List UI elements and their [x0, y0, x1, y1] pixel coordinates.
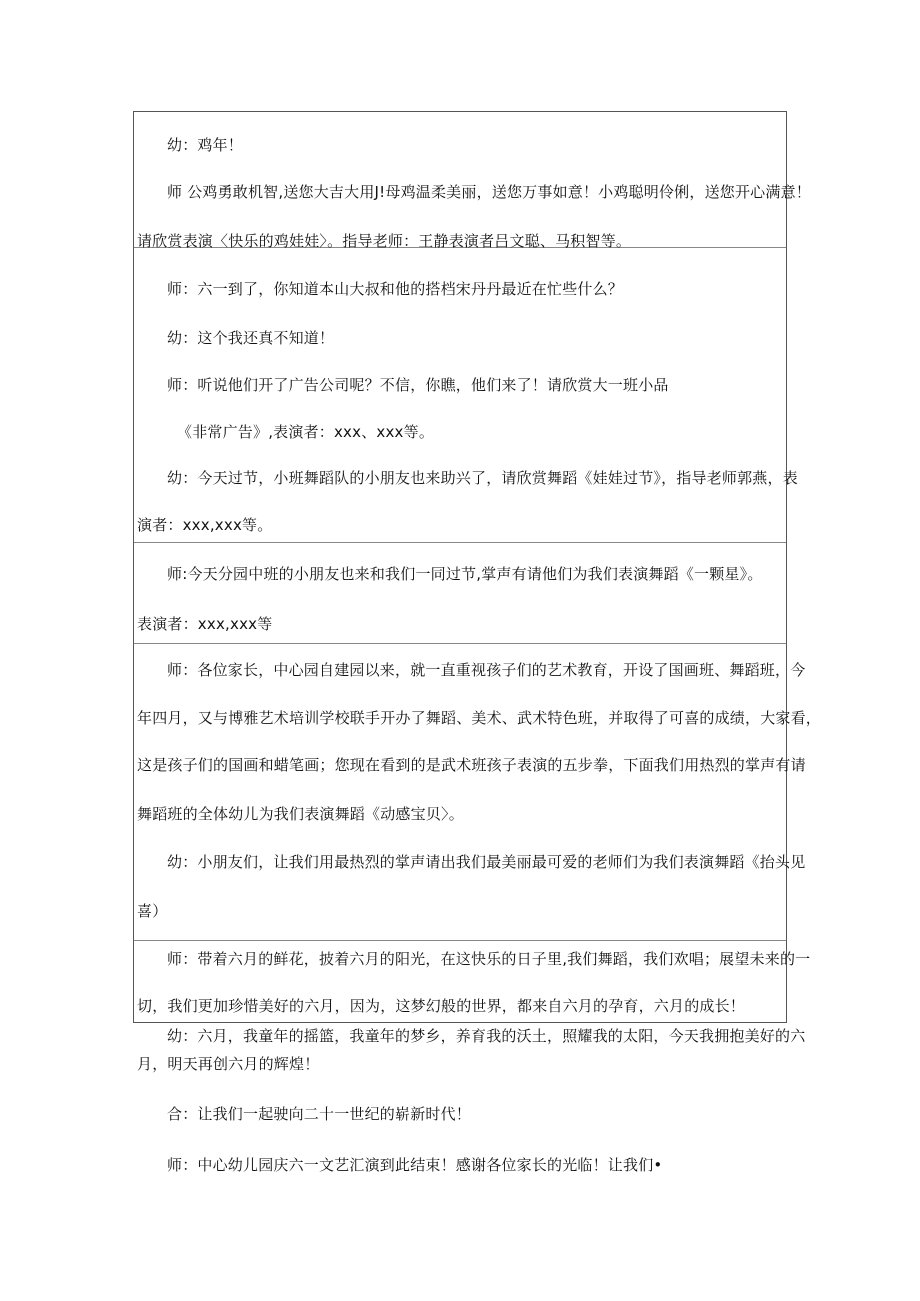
paragraph-line: 师 公鸡勇敢机智,送您大吉大用J!母鸡温柔美丽，送您万事如意！小鸡聪明伶俐，送您开心满意！ [167, 183, 811, 201]
paragraph-line: 幼：鸡年！ [167, 136, 244, 154]
paragraph-line: 幼：今天过节，小班舞蹈队的小朋友也来助兴了，请欣赏舞蹈《娃娃过节》，指导老师郭燕，表 [167, 469, 798, 487]
paragraph-line: 幼：小朋友们，让我们用最热烈的掌声请出我们最美丽最可爱的老师们为我们表演舞蹈《抬头见 [167, 853, 806, 871]
paragraph-line: 师：各位家长，中心园自建园以来，就一直重视孩子们的艺术教育，开设了国画班、舞蹈班，今 [167, 661, 806, 679]
paragraph-line: 师：带着六月的鲜花，披着六月的阳光，在这快乐的日子里,我们舞蹈，我们欢唱；展望未来的一 [167, 950, 811, 968]
paragraph-line: 师:今天分园中班的小朋友也来和我们一同过节,掌声有请他们为我们表演舞蹈《一颗星》。 [167, 565, 763, 583]
paragraph-line: 演者：xxx,xxx等。 [137, 516, 273, 534]
paragraph-line: 舞蹈班的全体幼儿为我们表演舞蹈《动感宝贝〉。 [137, 805, 464, 823]
paragraph-line: 幼：这个我还真不知道！ [167, 329, 335, 347]
paragraph-line: 请欣赏表演〈快乐的鸡娃娃〉。指导老师：王静表演者吕文聪、马积智等。 [137, 232, 632, 250]
paragraph-line: 表演者：xxx,xxx等 [137, 615, 273, 633]
paragraph-line: 月，明天再创六月的辉煌！ [137, 1055, 320, 1073]
paragraph-line: 师：六一到了，你知道本山大叔和他的搭档宋丹丹最近在忙些什么？ [167, 280, 624, 298]
row-divider [134, 940, 786, 941]
row-divider [134, 542, 786, 543]
paragraph-line: 切，我们更加珍惜美好的六月，因为，这梦幻般的世界，都来自六月的孕育，六月的成长！ [137, 997, 746, 1015]
paragraph-line: 《非常广告》,表演者：xxx、xxx等。 [177, 423, 435, 441]
paragraph-line: 喜） [137, 902, 168, 920]
paragraph-line: 这是孩子们的国画和蜡笔画；您现在看到的是武术班孩子表演的五步拳，下面我们用热烈的掌声有请 [137, 756, 806, 774]
paragraph-line: 合：让我们一起驶向二十一世纪的崭新时代！ [167, 1105, 472, 1123]
paragraph-line: 师：听说他们开了广告公司呢？不信，你瞧，他们来了！请欣赏大一班小品 [167, 376, 669, 394]
paragraph-line: 幼：六月，我童年的摇篮，我童年的梦乡，养育我的沃土，照耀我的太阳，今天我拥抱美好的六 [167, 1027, 806, 1045]
row-divider [134, 643, 786, 644]
paragraph-line: 年四月，又与博雅艺术培训学校联手开办了舞蹈、美术、武术特色班，并取得了可喜的成绩，大家看， [137, 709, 822, 727]
paragraph-line: 师：中心幼儿园庆六一文艺汇演到此结束！感谢各位家长的光临！让我们• [167, 1156, 663, 1174]
